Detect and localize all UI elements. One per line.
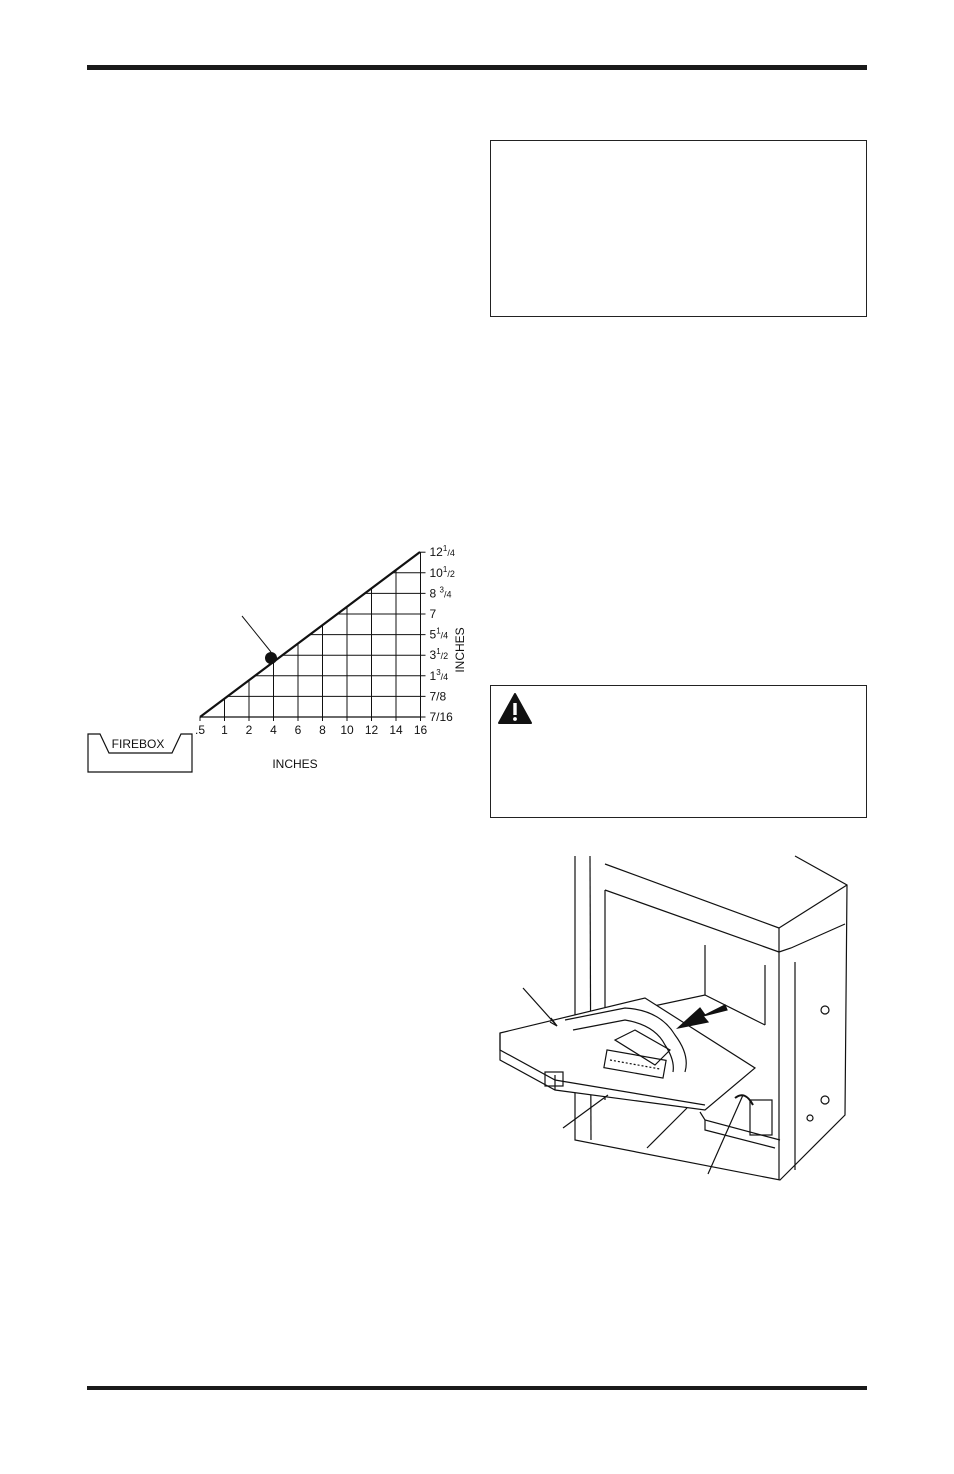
y-tick-label: $1^3_{/4}$ [429, 667, 449, 683]
leader-line-2 [563, 1095, 608, 1128]
firebox-label: FIREBOX [111, 737, 165, 751]
y-tick-label: $5^1_{/4}$ [429, 626, 449, 642]
warning-box [490, 685, 867, 818]
x-tick-label: 16 [413, 723, 428, 737]
example-leader-line [242, 616, 271, 652]
y-axis-label: INCHES [453, 627, 467, 673]
x-tick-label: 12 [364, 723, 379, 737]
leader-line-1 [523, 988, 557, 1026]
x-axis-label: INCHES [272, 757, 318, 771]
y-tick-label: 7 [429, 607, 437, 621]
y-tick-label: 8 $^3_{/4}$ [429, 585, 452, 601]
y-tick-label: $10^1_{/2}$ [429, 564, 455, 580]
x-tick-label: 4 [270, 723, 277, 737]
fireplace-burner-illustration [495, 850, 865, 1190]
leader-line-3 [647, 1108, 687, 1148]
chart-grid [200, 552, 426, 721]
example-point [265, 652, 277, 664]
x-tick-label: .5 [194, 723, 206, 737]
warning-icon [497, 692, 533, 725]
x-tick-label: 1 [221, 723, 228, 737]
header-rule [87, 65, 867, 70]
x-tick-label: 6 [294, 723, 302, 737]
x-tick-label: 2 [245, 723, 253, 737]
y-tick-label: 7/8 [429, 689, 447, 704]
y-tick-label: $3^1_{/2}$ [429, 647, 449, 663]
notice-box [490, 140, 867, 317]
leader-line-4 [708, 1095, 743, 1174]
x-tick-labels [195, 723, 428, 737]
x-tick-label: 8 [319, 723, 326, 737]
y-tick-labels [430, 544, 455, 724]
clearance-chart [80, 520, 480, 780]
y-tick-label: $12^1_{/4}$ [429, 544, 455, 560]
y-tick-label: 7/16 [429, 710, 453, 724]
x-tick-label: 14 [389, 723, 403, 737]
direction-arrow [678, 1005, 727, 1028]
firebox-graphic [88, 734, 192, 772]
x-tick-label: 10 [340, 723, 354, 737]
footer-rule [87, 1386, 867, 1390]
